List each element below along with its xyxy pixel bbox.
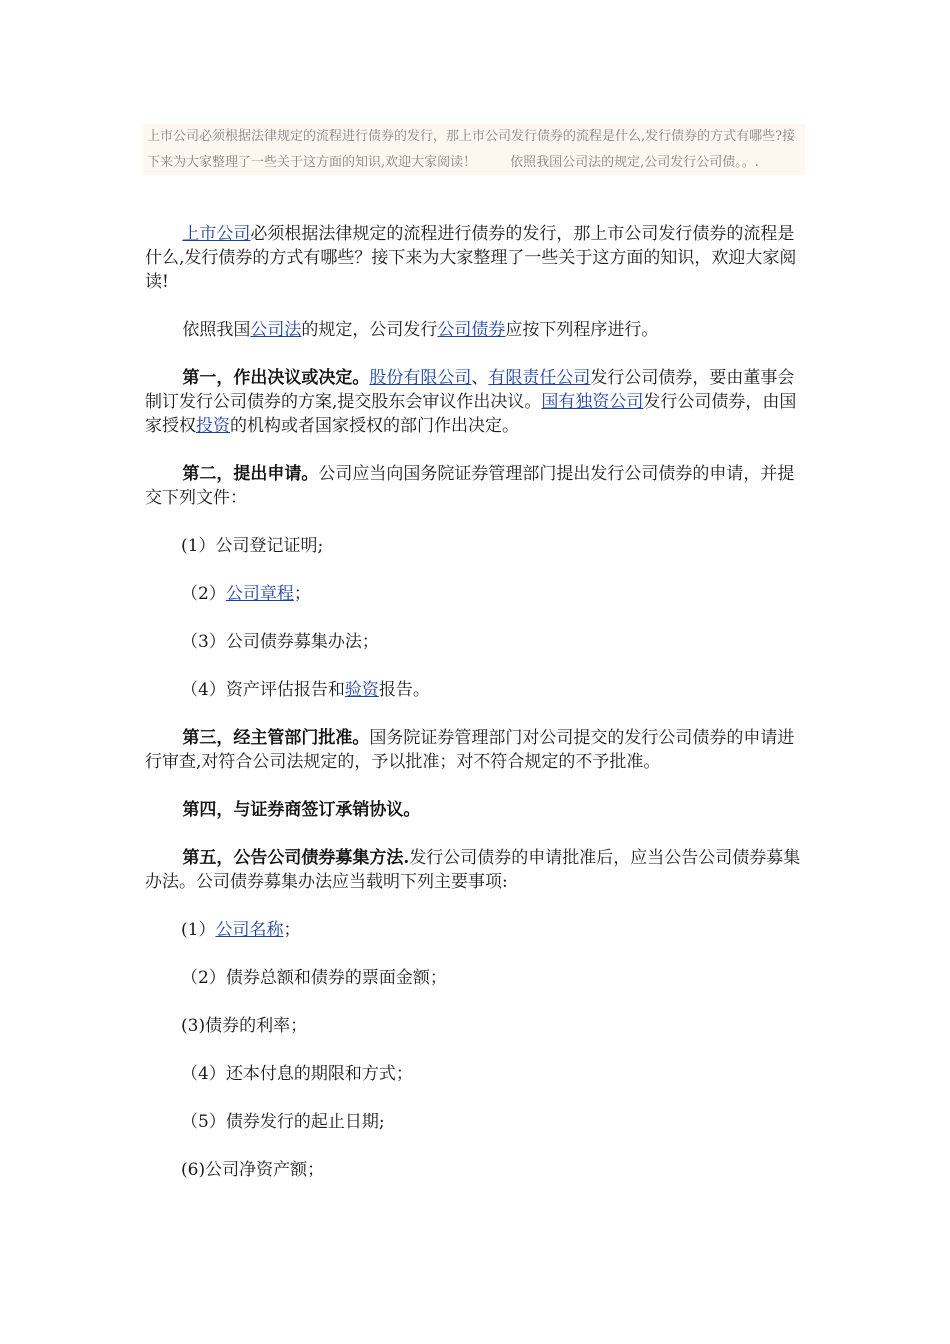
step1-text-2: 发行公司债券，由国家授权	[145, 392, 797, 436]
link-limited-liability-company[interactable]: 有限责任公司	[488, 368, 591, 388]
link-corporate-bonds[interactable]: 公司债券	[437, 320, 506, 340]
law-text-3: 应按下列程序进行。	[505, 320, 659, 340]
step2-heading: 第二，提出申请。	[182, 464, 319, 484]
step2-item-4-suffix: 报告。	[378, 680, 430, 700]
list-item	[145, 1014, 805, 1038]
summary-box	[143, 124, 805, 175]
step3-heading: 第三，经主管部门批准。	[182, 728, 370, 748]
law-paragraph	[145, 318, 805, 342]
law-text-2: 的规定，公司发行	[301, 320, 438, 340]
step3-paragraph	[145, 726, 805, 774]
link-state-owned-company[interactable]: 国有独资公司	[541, 392, 644, 412]
step1-text-3: 的机构或者国家授权的部门作出决定。	[230, 416, 519, 436]
step2-item-2-suffix: ；	[293, 584, 311, 604]
step4-paragraph	[145, 798, 805, 822]
step5-item-5: （5）债券发行的起止日期;	[181, 1112, 385, 1132]
list-item	[145, 1158, 805, 1182]
step5-item-2: （2）债券总额和债券的票面金额；	[181, 968, 447, 988]
step2-item-3: （3）公司债券募集办法；	[181, 632, 379, 652]
step2-text: 公司应当向国务院证券管理部门提出发行公司债券的申请，并提交下列文件：	[145, 464, 795, 508]
intro-paragraph	[145, 222, 805, 294]
article-body	[145, 222, 805, 1182]
step2-paragraph	[145, 462, 805, 510]
link-company-law[interactable]: 公司法	[250, 320, 302, 340]
list-item	[145, 534, 805, 558]
step3-text: 国务院证券管理部门对公司提交的发行公司债券的申请进行审查,对符合公司法规定的，予以批准；对不符合规定的不予批准。	[145, 728, 795, 772]
step5-paragraph	[145, 846, 805, 894]
list-item	[145, 1062, 805, 1086]
step5-text: 发行公司债券的申请批准后，应当公告公司债券募集办法。公司债券募集办法应当载明下列主要事项:	[145, 848, 801, 892]
link-investment[interactable]: 投资	[196, 416, 230, 436]
step5-item-1-prefix: (1）	[181, 920, 216, 940]
summary-text: 上市公司必须根据法律规定的流程进行债券的发行，那上市公司发行债券的流程是什么,发行债券的方式有哪些?接下来为大家整理了一些关于这方面的知识,欢迎大家阅读！	[147, 129, 796, 170]
step5-item-1-suffix: ；	[283, 920, 301, 940]
step5-heading: 第五，公告公司债券募集方法.	[182, 848, 410, 868]
step1-separator: 、	[471, 368, 489, 388]
link-capital-verification[interactable]: 验资	[344, 680, 379, 700]
list-item	[145, 582, 805, 606]
list-item	[145, 630, 805, 654]
step1-paragraph	[145, 366, 805, 438]
list-item	[145, 678, 805, 702]
step4-heading: 第四，与证券商签订承销协议。	[182, 800, 421, 820]
step1-text-1: 发行公司债券，要由董事会制订发行公司债券的方案,提交股东会审议作出决议。	[145, 368, 795, 412]
link-articles-of-association[interactable]: 公司章程	[225, 584, 294, 604]
intro-text: 必须根据法律规定的流程进行债券的发行，那上市公司发行债券的流程是什么,发行债券的方式有哪些？接下来为大家整理了一些关于这方面的知识，欢迎大家阅读!	[145, 224, 797, 292]
link-listed-company[interactable]: 上市公司	[182, 224, 251, 244]
step5-item-6: (6)公司净资产额；	[181, 1160, 325, 1180]
step2-item-1: (1）公司登记证明;	[181, 536, 324, 556]
summary-text-continued: 依照我国公司法的规定,公司发行公司债。。.	[510, 154, 759, 170]
link-joint-stock-company[interactable]: 股份有限公司	[369, 368, 472, 388]
law-text-1: 依照我国	[182, 320, 251, 340]
list-item	[145, 966, 805, 990]
step5-item-4: （4）还本付息的期限和方式；	[181, 1064, 413, 1084]
step1-heading: 第一，作出决议或决定。	[182, 368, 370, 388]
list-item	[145, 918, 805, 942]
step2-item-4-prefix: （4）资产评估报告和	[181, 680, 345, 700]
list-item	[145, 1110, 805, 1134]
step5-item-3: (3)债券的利率；	[181, 1016, 308, 1036]
step2-item-2-prefix: （2）	[181, 584, 226, 604]
link-company-name[interactable]: 公司名称	[215, 920, 284, 940]
